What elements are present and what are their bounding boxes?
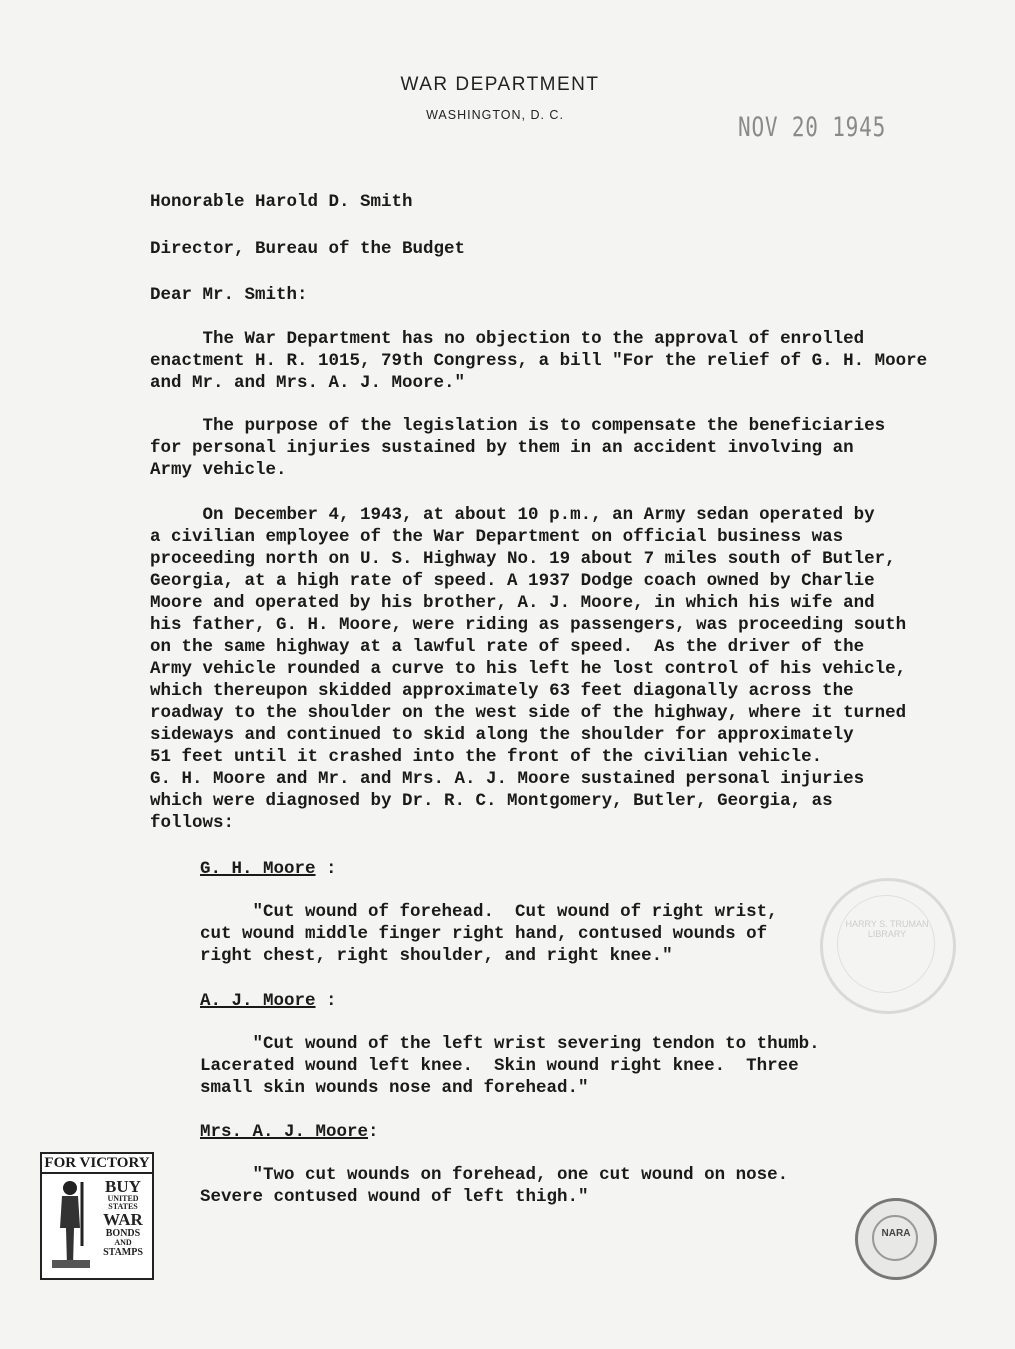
injury-subhead: A. J. Moore	[200, 991, 316, 1011]
nara-seal	[855, 1198, 937, 1280]
war-bonds-text	[96, 1178, 150, 1258]
salutation: Dear Mr. Smith:	[150, 285, 308, 305]
text-line: "Cut wound of forehead. Cut wound of right wrist,	[200, 902, 778, 922]
text-line: "Two cut wounds on forehead, one cut wound on nose.	[200, 1165, 789, 1185]
text-line: On December 4, 1943, at about 10 p.m., an Army sedan operated by	[150, 505, 875, 525]
text-line: roadway to the shoulder on the west side of the highway, where it turned	[150, 703, 907, 723]
date-stamp: NOV 20 1945	[738, 112, 887, 143]
subhead-colon: :	[368, 1122, 379, 1142]
subhead-colon: :	[326, 859, 337, 879]
nara-seal-text: NARA	[881, 1228, 911, 1239]
text-line: The purpose of the legislation is to compensate the beneficiaries	[150, 416, 886, 436]
text-line: which thereupon skidded approximately 63 feet diagonally across the	[150, 681, 854, 701]
minuteman-icon	[48, 1176, 94, 1274]
text-line: which were diagnosed by Dr. R. C. Montgomery, Butler, Georgia, as	[150, 791, 833, 811]
wb-war: WAR	[103, 1210, 143, 1229]
text-line: a civilian employee of the War Department on official business was	[150, 527, 844, 547]
subhead-colon: :	[326, 991, 337, 1011]
text-line: Army vehicle.	[150, 460, 287, 480]
injury-subhead: G. H. Moore	[200, 859, 316, 879]
wb-buy: BUY	[105, 1177, 141, 1196]
text-line: for personal injuries sustained by them in an accident involving an	[150, 438, 854, 458]
wb-stamps: STAMPS	[103, 1247, 143, 1258]
text-line: small skin wounds nose and forehead."	[200, 1078, 589, 1098]
injury-subhead: Mrs. A. J. Moore	[200, 1122, 369, 1142]
recipient-title: Director, Bureau of the Budget	[150, 239, 466, 259]
text-line: Army vehicle rounded a curve to his left he lost control of his vehicle,	[150, 659, 907, 679]
text-line: sideways and continued to skid along the shoulder for approximately	[150, 725, 854, 745]
text-line: G. H. Moore and Mr. and Mrs. A. J. Moore sustained personal injuries	[150, 769, 865, 789]
war-bonds-top-text: FOR VICTORY	[42, 1154, 152, 1174]
library-stamp	[820, 878, 956, 1014]
text-line: 51 feet until it crashed into the front of the civilian vehicle.	[150, 747, 823, 767]
text-line: The War Department has no objection to the approval of enrolled	[150, 329, 865, 349]
letterhead-location: WASHINGTON, D. C.	[426, 108, 564, 122]
wb-and: AND	[114, 1238, 132, 1247]
text-line: Moore and operated by his brother, A. J. Moore, in which his wife and	[150, 593, 875, 613]
text-line: "Cut wound of the left wrist severing tendon to thumb.	[200, 1034, 820, 1054]
text-line: his father, G. H. Moore, were riding as passengers, was proceeding south	[150, 615, 907, 635]
war-bonds-emblem	[40, 1152, 154, 1280]
text-line: cut wound middle finger right hand, contused wounds of	[200, 924, 768, 944]
text-line: right chest, right shoulder, and right knee."	[200, 946, 673, 966]
text-line: Severe contused wound of left thigh."	[200, 1187, 589, 1207]
wb-united-states: UNITED STATES	[107, 1194, 139, 1211]
wb-bonds: BONDS	[105, 1228, 141, 1239]
text-line: enactment H. R. 1015, 79th Congress, a bill "For the relief of G. H. Moore	[150, 351, 928, 371]
text-line: follows:	[150, 813, 235, 833]
text-line: Georgia, at a high rate of speed. A 1937 Dodge coach owned by Charlie	[150, 571, 875, 591]
recipient-name: Honorable Harold D. Smith	[150, 192, 413, 212]
text-line: and Mr. and Mrs. A. J. Moore."	[150, 373, 466, 393]
text-line: on the same highway at a lawful rate of speed. As the driver of the	[150, 637, 865, 657]
library-stamp-ring	[837, 895, 935, 993]
library-stamp-text: HARRY S. TRUMAN LIBRARY	[845, 919, 929, 939]
text-line: Lacerated wound left knee. Skin wound right knee. Three	[200, 1056, 799, 1076]
letterhead-title: WAR DEPARTMENT	[400, 74, 600, 95]
text-line: proceeding north on U. S. Highway No. 19 about 7 miles south of Butler,	[150, 549, 896, 569]
